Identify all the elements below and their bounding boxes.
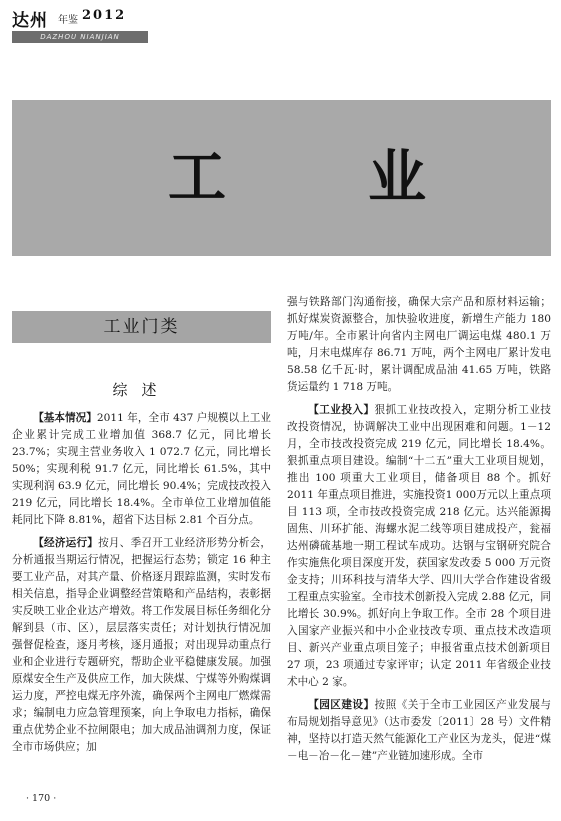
banner-char-gong: 工 — [168, 143, 231, 211]
yearbook-year: 2012 — [82, 8, 127, 23]
left-column — [12, 410, 271, 756]
category-bar — [12, 311, 271, 343]
page-number: · 170 · — [26, 793, 57, 804]
paragraph-tag: 【经济运行】 — [33, 537, 99, 549]
running-header — [12, 6, 150, 46]
paragraph-text: 狠抓工业技改投入，定期分析工业技改投资情况，协调解决工业中出现困难和问题。1－12 月，全市技改投资完成 219 亿元，同比增长 18.4%。狠抓重点项目建设。编制“十二五”重大工业项目规划，推出 100 项重大工业项目，储备项目 88 个。抓好 2011 年重点项目推进，实施投资1 000万元以上重点项目 113 项，全市技改投资完成 218 亿元。达兴能源揭固焦、川环扩能、海螺水泥二线等项目建成投产，瓮福达州磷硫基地一期工程试车成功。达钢与宝钢研究院合作实施焦化项目深度开发，获国家发改委 5 000 万元资金支持；川环科技与清华大学、四川大学合作建设省级工程重点实验室。全市技术创新投入完成 2.88 亿元，同比增长 30.9%。抓好向上争取工作。全市 28 个项目进入国家产业振兴和中小企业技改专项、重点技术改造项目、新兴产业重点项目笼子；申报省重点技术创新项目 27 项，23 项通过专家评审；认定 2011 年省级企业技术中心 2 家。 — [287, 404, 552, 688]
paragraph-tag: 【基本情况】 — [33, 412, 97, 424]
banner-char-ye: 业 — [368, 143, 431, 211]
paragraph-economy — [12, 535, 271, 756]
category-title: 工业门类 — [103, 317, 180, 337]
paragraph-continued — [287, 294, 551, 396]
paragraph-tag: 【工业投入】 — [308, 404, 375, 416]
yearbook-label: 年鉴 — [58, 15, 78, 26]
paragraph-tag: 【园区建设】 — [308, 699, 375, 711]
yearbook-subtitle: DAZHOU NIANJIAN — [12, 31, 148, 43]
paragraph-text: 按照《关于全市工业园区产业发展与布局规划指导意见》（达市委发〔2011〕28 号）文件精神，坚持以打造天然气能源化工产业区为龙头，促进“煤－电－冶－化－建”产业链加速形成。全市 — [287, 699, 552, 762]
yearbook-brand: 达州 — [12, 11, 48, 31]
chapter-banner — [12, 100, 551, 256]
paragraph-text: 强与铁路部门沟通衔接，确保大宗产品和原材料运输；抓好煤炭资源整合，加快验收进度，新增生产能力 180 万吨/年。全市累计向省内主网电厂调运电煤 480.1 万吨，月末电煤库存 86.71 万吨，两个主网电厂累计发电 58.58 亿千瓦·时，累计调配成品油 41.65 万吨，铁路货运量约 1 718 万吨。 — [287, 296, 551, 393]
section-heading: 综述 — [112, 381, 171, 399]
paragraph-text: 2011 年，全市 437 户规模以上工业企业累计完成工业增加值 368.7 亿元，同比增长 23.7%；实现主营业务收入 1 072.7 亿元，同比增长 50%；实现利税 91.7 亿元，同比增长 61.5%，其中实现利润 63.9 亿元，同比增长 90.4%；完成技改投入 219 亿元，同比增长 18.4%。全市单位工业增加值能耗同比下降 8.81%，超省下达目标 2.81 个百分点。 — [12, 412, 271, 526]
paragraph-text: 按月、季召开工业经济形势分析会，分析通报当期运行情况，把握运行态势；锁定 16 种主要工业产品，对其产量、价格逐月跟踪监测，实时发布相关信息，指导企业调整经营策略和产品结构，表彰据实反映工业企业达产增效。将工作发展目标任务细化分解到县（市、区），层层落实责任；对计划执行情况加强督促检查，逐月考核，逐月通报；对出现异动重点行业和企业进行专题研究，帮助企业平稳健康发展。加强原煤安全生产及供应工作，加大陕煤、宁煤等外购煤调运力度，严控电煤无序外流，确保两个主网电厂燃煤需求；编制电力应急管理预案，向上争取电力指标，确保重点优势企业不拉闸限电；加大成品油调剂力度，保证全市市场供应；加 — [12, 537, 272, 753]
paragraph-basic — [12, 410, 271, 529]
paragraph-investment — [287, 402, 551, 691]
paragraph-park — [287, 697, 551, 765]
right-column — [287, 294, 551, 765]
